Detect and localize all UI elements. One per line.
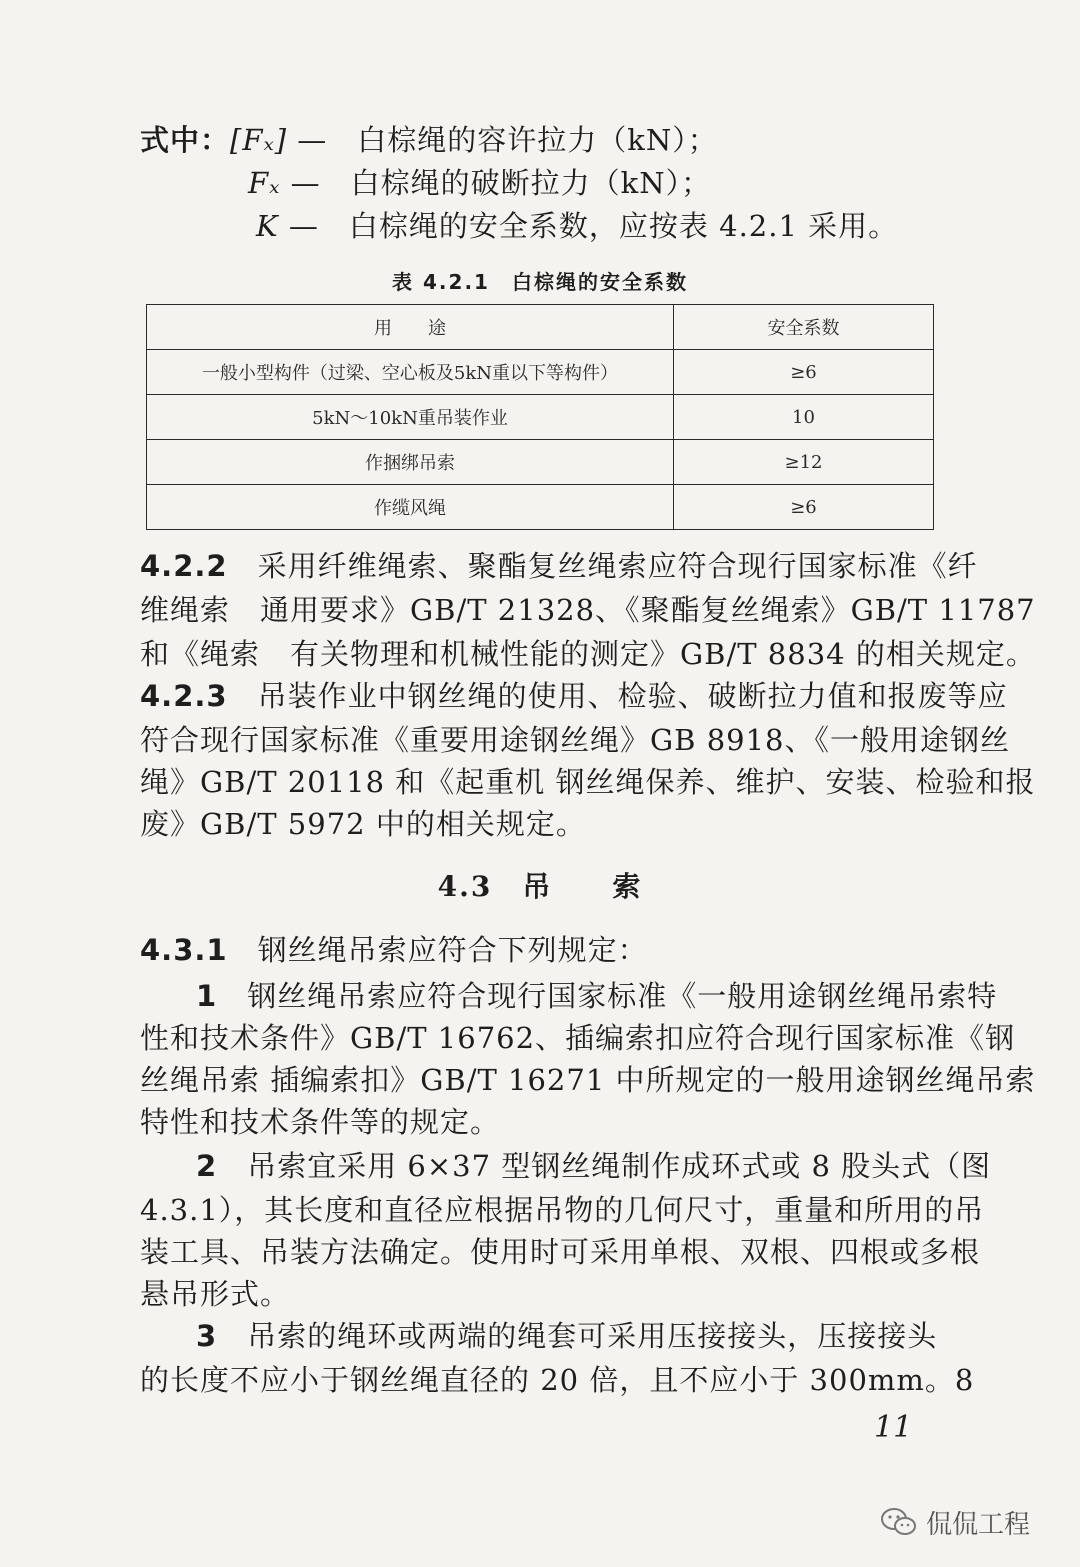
table-row [147,395,934,440]
list-item-line: 4.3.1），其长度和直径应根据吊物的几何尺寸，重量和所用的吊 [140,1193,985,1227]
table-caption: 表 4.2.1 白棕绳的安全系数 [392,270,688,294]
watermark-text: 侃侃工程 [926,1509,1031,1540]
table-cell: ≥6 [674,350,934,395]
table-cell: 10 [674,395,934,440]
list-item-line: 1 钢丝绳吊索应符合现行国家标准《一般用途钢丝绳吊索特 [196,979,998,1013]
definition-line: K — 白棕绳的安全系数，应按表 4.2.1 采用。 [256,209,899,243]
list-item-line: 3 吊索的绳环或两端的绳套可采用压接接头，压接接头 [196,1319,938,1353]
clause-line: 绳》GB/T 20118 和《起重机 钢丝绳保养、维护、安装、检验和报 [140,765,1036,799]
clause-line: 维绳索 通用要求》GB/T 21328、《聚酯复丝绳索》GB/T 11787 [140,593,1036,627]
wechat-icon [880,1506,918,1538]
clause-line: 和《绳索 有关物理和机械性能的测定》GB/T 8834 的相关规定。 [140,637,1036,671]
watermark [880,1500,1030,1544]
definition-line: 式中：[Fₓ] — 白棕绳的容许拉力（kN）； [140,123,718,157]
clause-line: 4.2.3 吊装作业中钢丝绳的使用、检验、破断拉力值和报废等应 [140,679,1008,713]
clause-line: 4.3.1 钢丝绳吊索应符合下列规定： [140,933,648,967]
list-item-line: 装工具、吊装方法确定。使用时可采用单根、双根、四根或多根 [140,1235,981,1269]
table-cell: 一般小型构件（过梁、空心板及5kN重以下等构件） [147,350,674,395]
table-header-row [147,305,934,350]
list-item-line: 丝绳吊索 插编索扣》GB/T 16271 中所规定的一般用途钢丝绳吊索 [140,1063,1036,1097]
section-heading: 4.3 吊 索 [437,870,643,903]
list-item-line: 性和技术条件》GB/T 16762、插编索扣应符合现行国家标准《钢 [140,1021,1016,1055]
list-item-line: 2 吊索宜采用 6×37 型钢丝绳制作成环式或 8 股头式（图 [196,1149,992,1183]
list-item-line: 的长度不应小于钢丝绳直径的 20 倍，且不应小于 300mm。8 [140,1363,975,1397]
table-row [147,440,934,485]
list-item-line: 特性和技术条件等的规定。 [140,1105,501,1139]
list-item-line: 悬吊形式。 [140,1277,291,1311]
safety-factor-table [146,304,934,530]
table-cell: 作缆风绳 [147,485,674,530]
clause-line: 废》GB/T 5972 中的相关规定。 [140,807,586,841]
table-row [147,350,934,395]
table-row [147,485,934,530]
definition-line: Fₓ — 白棕绳的破断拉力（kN）； [248,166,712,200]
column-header-usage: 用 途 [147,305,674,350]
page-number: 11 [874,1410,913,1445]
table-cell: ≥6 [674,485,934,530]
table-cell: 作捆绑吊索 [147,440,674,485]
clause-line: 符合现行国家标准《重要用途钢丝绳》GB 8918、《一般用途钢丝 [140,723,1010,757]
column-header-safety-factor: 安全系数 [674,305,934,350]
table-cell: 5kN～10kN重吊装作业 [147,395,674,440]
table-cell: ≥12 [674,440,934,485]
clause-line: 4.2.2 采用纤维绳索、聚酯复丝绳索应符合现行国家标准《纤 [140,549,978,583]
